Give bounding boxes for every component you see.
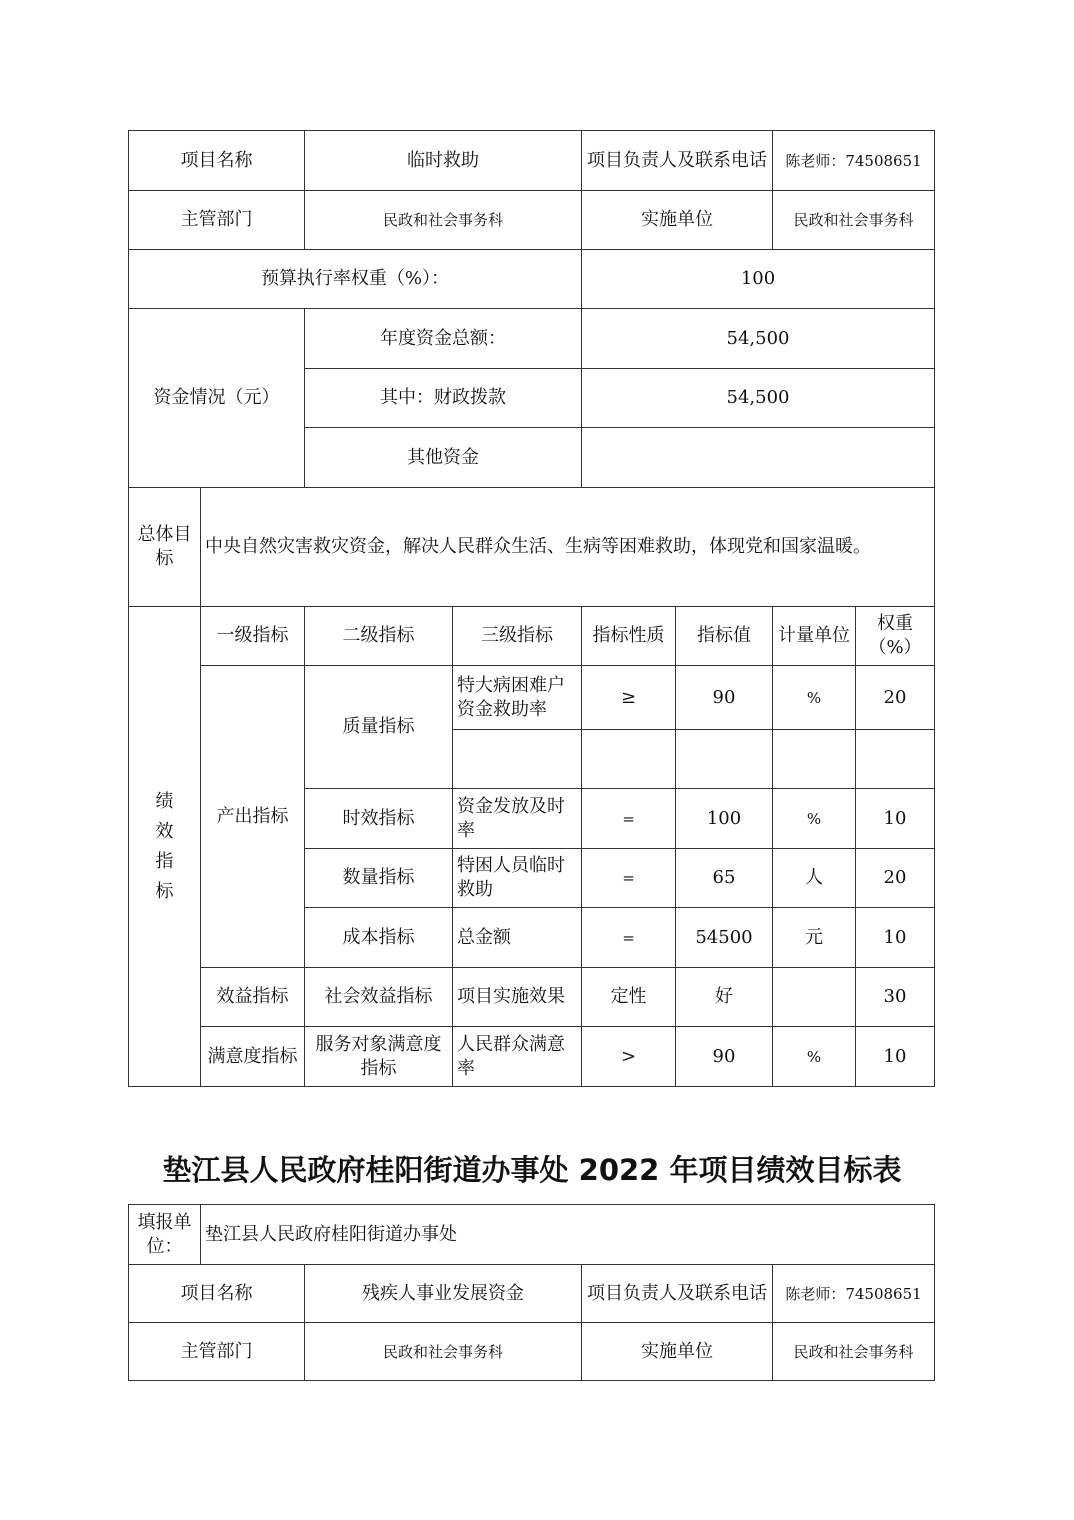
row7-unit: % [773,1027,856,1087]
table-row [129,309,935,369]
row1-nature: ≥ [582,666,676,730]
table-row [129,1323,935,1381]
table-row [129,250,935,309]
perf-indicators-text: 绩效指标 [155,790,174,902]
table-row [129,968,935,1027]
row3-value: 100 [676,789,773,849]
row2-value [676,730,773,789]
row3-weight: 10 [856,789,935,849]
perf-indicators-label [129,607,201,1087]
row5-unit: 元 [773,908,856,968]
table-row [129,191,935,250]
row6-weight: 30 [856,968,935,1027]
header-nature: 指标性质 [582,607,676,666]
row4-unit: 人 [773,849,856,908]
row3-nature: = [582,789,676,849]
contact-label: 项目负责人及联系电话 [582,131,773,191]
dept-value: 民政和社会事务科 [305,1323,582,1381]
impl-value: 民政和社会事务科 [773,1323,935,1381]
dept-label: 主管部门 [129,1323,305,1381]
group-cost: 成本指标 [305,908,453,968]
row5-value: 54500 [676,908,773,968]
project-name-value: 临时救助 [305,131,582,191]
project-1-performance-table [128,130,935,1087]
table-row [129,1205,935,1265]
row4-level3: 特困人员临时救助 [453,849,582,908]
row3-unit: % [773,789,856,849]
contact-value: 陈老师：74508651 [773,1265,935,1323]
filler-label: 填报单位： [129,1205,201,1265]
header-value: 指标值 [676,607,773,666]
dept-value: 民政和社会事务科 [305,191,582,250]
row1-value: 90 [676,666,773,730]
row2-nature [582,730,676,789]
row7-level3: 人民群众满意率 [453,1027,582,1087]
other-funds-value [582,428,935,488]
header-level3: 三级指标 [453,607,582,666]
table-row [129,1265,935,1323]
header-level2: 二级指标 [305,607,453,666]
header-level1: 一级指标 [201,607,305,666]
row4-nature: = [582,849,676,908]
row4-weight: 20 [856,849,935,908]
row2-unit [773,730,856,789]
group-output: 产出指标 [201,666,305,968]
table-row [129,666,935,730]
row1-level3: 特大病困难户资金救助率 [453,666,582,730]
row6-level3: 项目实施效果 [453,968,582,1027]
document-heading: 垫江县人民政府桂阳街道办事处 2022 年项目绩效目标表 [162,1153,902,1187]
impl-value: 民政和社会事务科 [773,191,935,250]
group-quality: 质量指标 [305,666,453,789]
header-weight: 权重（%） [856,607,935,666]
row5-nature: = [582,908,676,968]
row7-weight: 10 [856,1027,935,1087]
row7-nature: > [582,1027,676,1087]
row2-level3 [453,730,582,789]
annual-total-value: 54,500 [582,309,935,369]
impl-label: 实施单位 [582,1323,773,1381]
row1-weight: 20 [856,666,935,730]
fiscal-label: 其中：财政拨款 [305,369,582,428]
row5-weight: 10 [856,908,935,968]
table-row [129,607,935,666]
filler-value: 垫江县人民政府桂阳街道办事处 [201,1205,935,1265]
group-benefit: 效益指标 [201,968,305,1027]
project-name-value: 残疾人事业发展资金 [305,1265,582,1323]
project-name-label: 项目名称 [129,131,305,191]
table-row [129,488,935,607]
project-name-label: 项目名称 [129,1265,305,1323]
row1-unit: % [773,666,856,730]
dept-label: 主管部门 [129,191,305,250]
annual-total-label: 年度资金总额： [305,309,582,369]
impl-label: 实施单位 [582,191,773,250]
group-service: 服务对象满意度指标 [305,1027,453,1087]
row5-level3: 总金额 [453,908,582,968]
contact-value: 陈老师：74508651 [773,131,935,191]
goal-label: 总体目标 [129,488,201,607]
other-funds-label: 其他资金 [305,428,582,488]
budget-rate-value: 100 [582,250,935,309]
fiscal-value: 54,500 [582,369,935,428]
goal-text: 中央自然灾害救灾资金，解决人民群众生活、生病等困难救助，体现党和国家温暖。 [201,488,935,607]
table-row [129,1027,935,1087]
row6-unit [773,968,856,1027]
contact-label: 项目负责人及联系电话 [582,1265,773,1323]
group-quantity: 数量指标 [305,849,453,908]
project-2-performance-table [128,1204,935,1381]
row6-nature: 定性 [582,968,676,1027]
budget-rate-label: 预算执行率权重（%）： [129,250,582,309]
header-unit: 计量单位 [773,607,856,666]
group-social: 社会效益指标 [305,968,453,1027]
group-satisfaction: 满意度指标 [201,1027,305,1087]
group-timeliness: 时效指标 [305,789,453,849]
table-row [129,131,935,191]
row4-value: 65 [676,849,773,908]
funds-label: 资金情况（元） [129,309,305,488]
row6-value: 好 [676,968,773,1027]
row3-level3: 资金发放及时率 [453,789,582,849]
row2-weight [856,730,935,789]
row7-value: 90 [676,1027,773,1087]
